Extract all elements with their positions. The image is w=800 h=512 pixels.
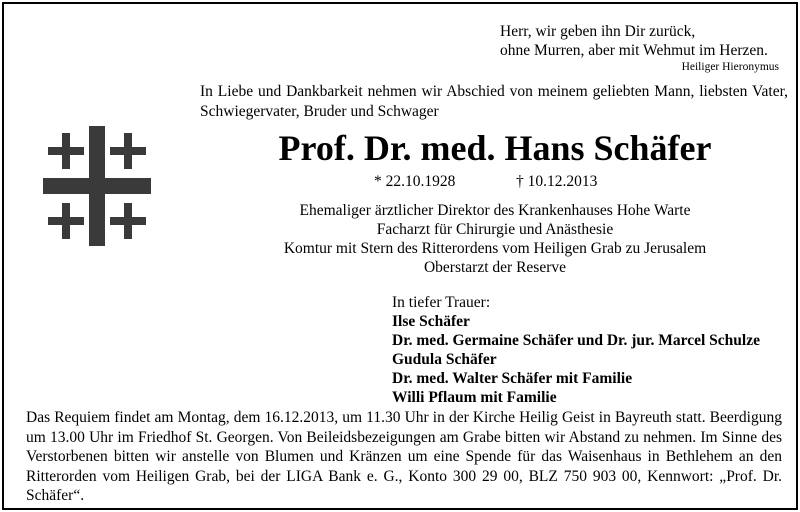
birth-date: * 22.10.1928 — [374, 173, 456, 190]
mourner-name: Willi Pflaum mit Familie — [392, 389, 557, 406]
title-line: Facharzt für Chirurgie und Anästhesie — [376, 221, 614, 238]
deceased-name: Prof. Dr. med. Hans Schäfer — [278, 128, 712, 168]
title-line: Oberstarzt der Reserve — [423, 259, 566, 276]
quote-author: Heiliger Hieronymus — [681, 61, 779, 73]
quote-line-2: ohne Murren, aber mit Wehmut im Herzen. — [500, 42, 768, 59]
quote-block — [500, 22, 785, 75]
notice-text: Das Requiem findet am Montag, dem 16.12.2013, um 11.30 Uhr in der Kirche Heilig Geist in Bayreuth statt. Beerdigung um 13.00 Uhr im Friedhof St. Georgen. Von Beileidsbezeigungen am Grabe bitten wir Abstand zu nehmen. Im Sinne des Verstorbenen bitten wir anstelle von Blumen und Kränzen um eine Spende für das Waisenhaus in Bethlehem an den Ritterorden vom Heiligen Grab, bei der LIGA Bank e. G., Konto 300 29 00, BLZ 750 903 00, Kennwort: „Prof. Dr. Schäfer“. — [26, 409, 782, 504]
life-dates — [374, 172, 674, 192]
mourner-name: Gudula Schäfer — [392, 351, 497, 368]
quote-line-1: Herr, wir geben ihn Dir zurück, — [500, 23, 696, 40]
titles-list — [200, 201, 790, 277]
obituary-frame — [2, 2, 798, 510]
mourners-heading: In tiefer Trauer: — [392, 294, 491, 311]
title-line: Komtur mit Stern des Ritterordens vom Heiligen Grab zu Jerusalem — [283, 240, 707, 257]
jerusalem-cross-icon — [38, 121, 156, 251]
mourner-name: Ilse Schäfer — [392, 313, 470, 330]
death-date: † 10.12.2013 — [516, 173, 598, 190]
mourner-name: Dr. med. Germaine Schäfer und Dr. jur. Marcel Schulze — [392, 332, 760, 349]
mourner-name: Dr. med. Walter Schäfer mit Familie — [392, 370, 633, 387]
intro-text: In Liebe und Dankbarkeit nehmen wir Abschied von meinem geliebten Mann, liebsten Vater, Schwiegervater, Bruder und Schwager — [200, 83, 788, 120]
mourners-block — [392, 293, 792, 407]
title-line: Ehemaliger ärztlicher Direktor des Krankenhauses Hohe Warte — [299, 202, 691, 219]
funeral-notice — [26, 408, 782, 506]
